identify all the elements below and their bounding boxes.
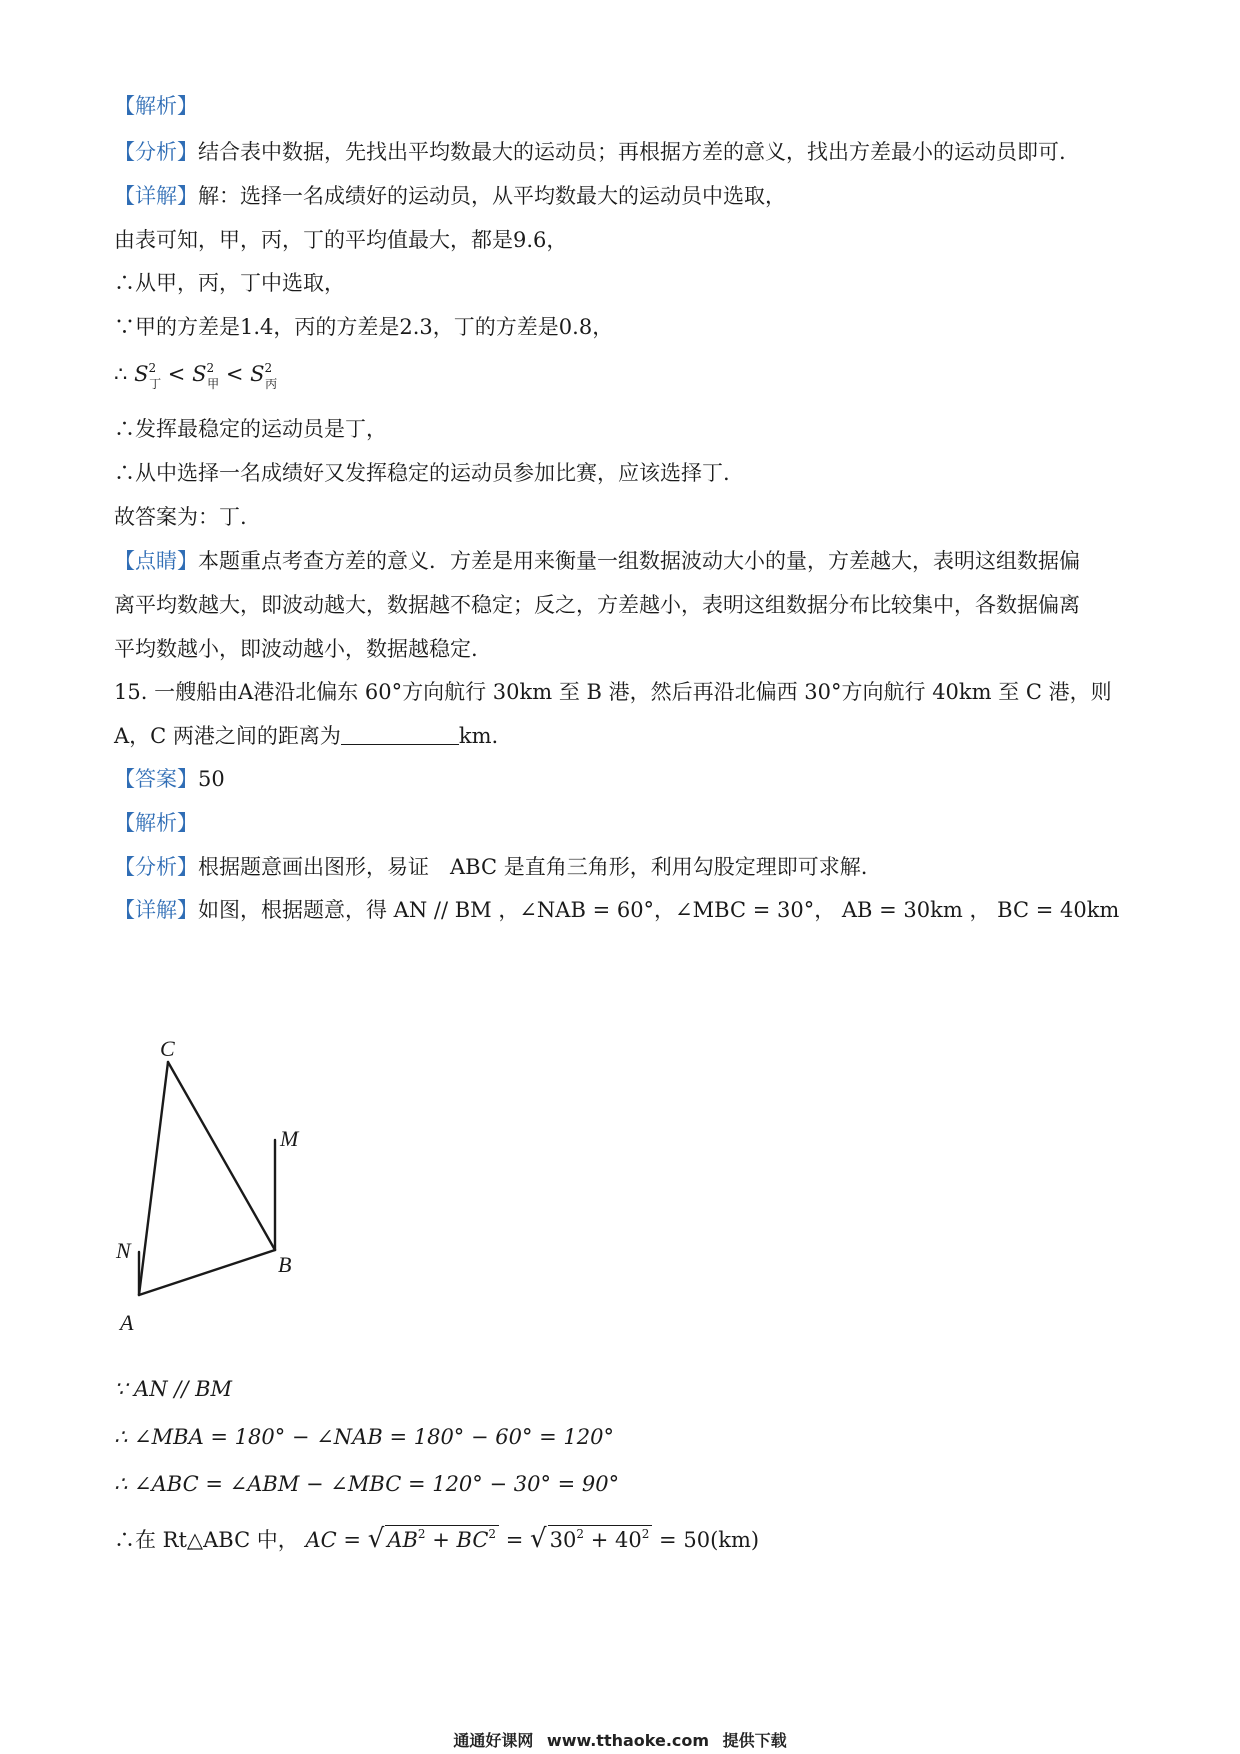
sqrt-30-40: $30^2 + 40^2$ — [548, 1525, 653, 1557]
text-line: ∴发挥最稳定的运动员是丁， — [114, 417, 387, 441]
answer-line: 【答案】50 — [114, 767, 225, 791]
step-3: ∴ ∠ABC = ∠ABM − ∠MBC = 120° − 30° = 90° — [114, 1472, 620, 1496]
text-line: ∴从中选择一名成绩好又发挥稳定的运动员参加比赛，应该选择丁. — [114, 461, 730, 485]
xiangjie-line: 【详解】如图，根据题意，得 AN // BM ，∠NAB = 60°，∠MBC = 30°， AB = 30km ， BC = 40km — [114, 898, 1120, 922]
xiangjie-line: 【详解】解：选择一名成绩好的运动员，从平均数最大的运动员中选取， — [114, 184, 786, 208]
triangle-figure — [100, 1040, 320, 1350]
segment-ab — [139, 1250, 275, 1295]
label-n: N — [116, 1238, 131, 1263]
text-line: 平均数越小，即波动越小，数据越稳定. — [114, 637, 478, 661]
label-b: B — [278, 1252, 292, 1277]
step-2: ∴ ∠MBA = 180° − ∠NAB = 180° − 60° = 120° — [114, 1425, 615, 1449]
question-15-line2: A，C 两港之间的距离为 km. — [114, 724, 499, 748]
text-line: ∵甲的方差是1.4，丙的方差是2.3，丁的方差是0.8， — [114, 315, 614, 339]
label-m: M — [280, 1126, 299, 1151]
step-1: ∵ AN // BM — [114, 1377, 233, 1401]
segment-ca — [139, 1062, 168, 1295]
step-4-formula: ∴在 Rt△ABC 中， AC = √ $AB^2 + BC^2$ = √ $30^2 + 40^2 = 50(km)$ — [114, 1525, 759, 1557]
text-line: ∴从甲，丙，丁中选取， — [114, 271, 345, 295]
label-a: A — [120, 1310, 134, 1335]
fenxi-line: 【分析】结合表中数据，先找出平均数最大的运动员；再根据方差的意义，找出方差最小的运动员即可. — [114, 140, 1066, 164]
text-line: 离平均数越大，即波动越大，数据越不稳定；反之，方差越小，表明这组数据分布比较集中，各数据偏离 — [114, 593, 1080, 617]
segment-cb — [168, 1062, 275, 1250]
text-line: 故答案为：丁. — [114, 505, 247, 529]
dianjing-line: 【点睛】本题重点考查方差的意义．方差是用来衡量一组数据波动大小的量，方差越大，表明这组数据偏 — [114, 549, 1080, 573]
variance-inequality: ∴ $S^2_丁 < S^2_甲 < S^2_丙$ — [114, 361, 278, 391]
page-footer: 通通好课网 www.tthaoke.com 提供下载 — [453, 1731, 787, 1750]
text-line: 由表可知，甲，丙，丁的平均值最大，都是9.6， — [114, 228, 568, 252]
sqrt-ab-bc: $AB^2 + BC^2$ — [385, 1525, 499, 1557]
question-15: 15. 一艘船由A港沿北偏东 60°方向航行 30km 至 B 港，然后再沿北偏西 30°方向航行 40km 至 C 港，则 — [114, 680, 1112, 704]
answer-blank — [341, 724, 459, 745]
fenxi-line: 【分析】根据题意画出图形，易证 ABC 是直角三角形，利用勾股定理即可求解. — [114, 855, 868, 879]
jiexi-heading: 【解析】 — [114, 811, 198, 835]
jiexi-heading: 【解析】 — [114, 94, 198, 118]
label-c: C — [160, 1040, 175, 1061]
